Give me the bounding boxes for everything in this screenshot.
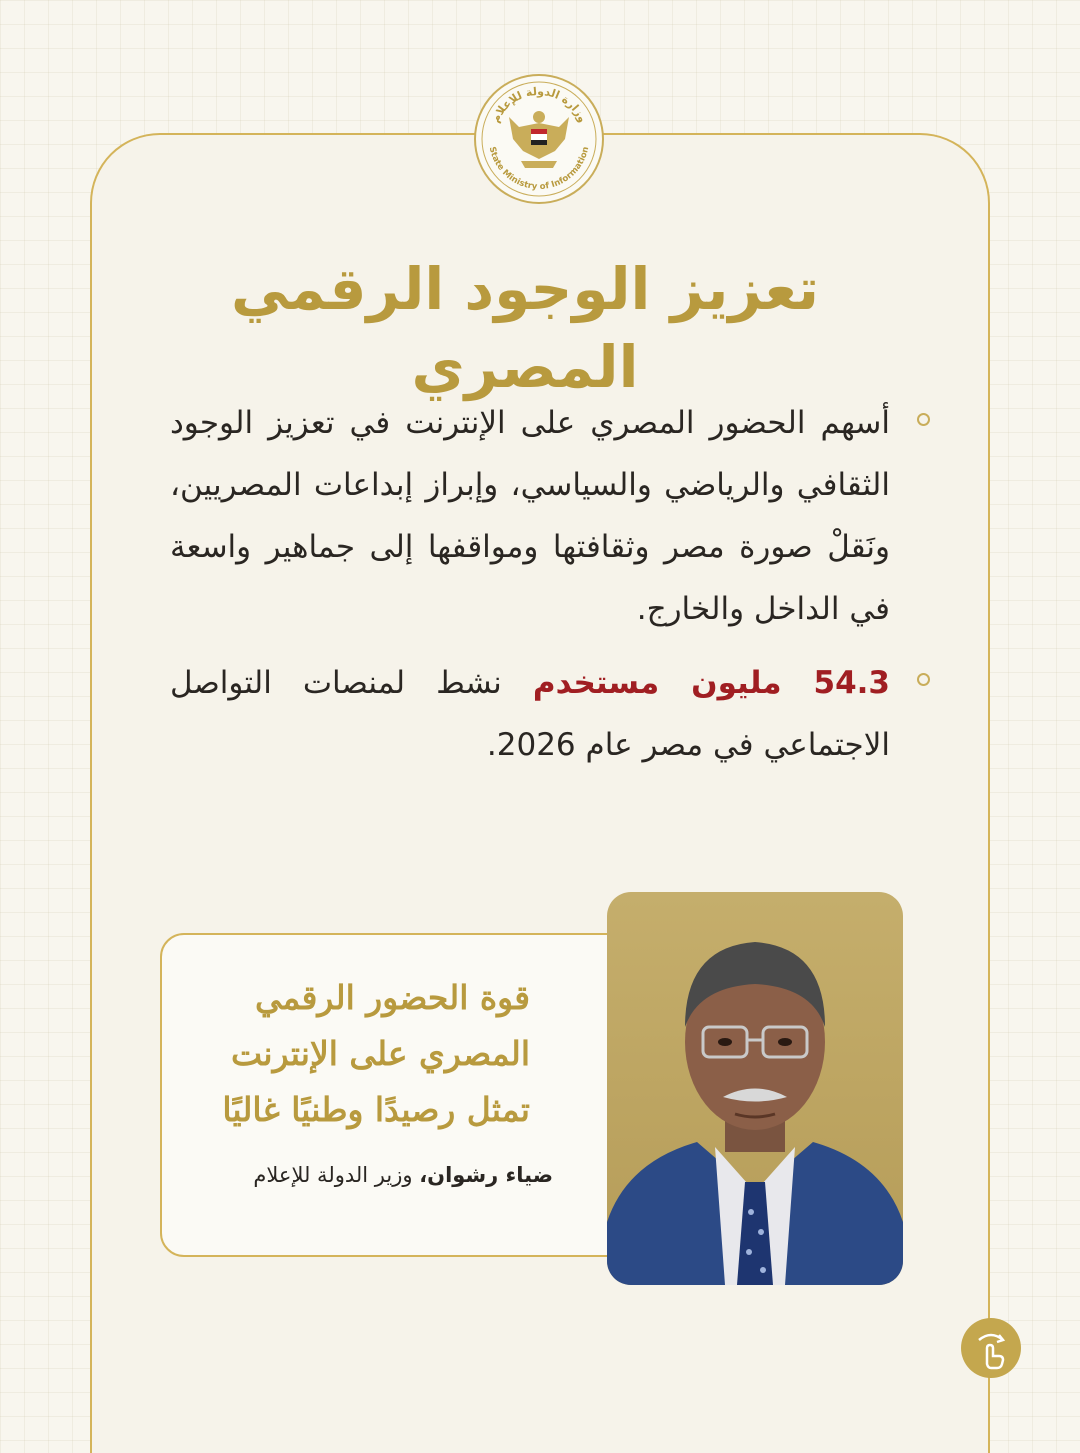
swipe-button[interactable] xyxy=(961,1318,1021,1378)
bullet-list xyxy=(170,392,890,788)
page-title: تعزيز الوجود الرقمي المصري xyxy=(230,255,820,402)
quote-attribution xyxy=(253,1163,553,1187)
quote-box xyxy=(160,933,660,1257)
bullet-text: أسهم الحضور المصري على الإنترنت في تعزيز الوجود الثقافي والرياضي والسياسي، وإبراز إبداعات المصريين، ونَقلْ صورة مصر وثقافتها ومواقفها إلى جماهير واسعة في الداخل والخارج. xyxy=(170,405,890,627)
quote-author-name: ضياء رشوان، xyxy=(419,1163,553,1187)
quote-text: قوة الحضور الرقمي المصري على الإنترنت تمثل رصيدًا وطنيًا غاليًا xyxy=(222,978,530,1129)
swipe-hand-icon xyxy=(961,1318,1021,1378)
bullet-circle-icon xyxy=(917,413,930,426)
bullet-circle-icon xyxy=(917,673,930,686)
speaker-portrait xyxy=(607,892,903,1285)
logo-arabic-text: وزارة الدولة للإعلام xyxy=(488,84,590,125)
bullet-item xyxy=(170,392,890,640)
logo-english-text: State Ministry of Information xyxy=(486,145,592,193)
quote-author-title: وزير الدولة للإعلام xyxy=(253,1163,420,1187)
bullet-highlight-stat: 54.3 مليون مستخدم xyxy=(532,665,891,701)
bullet-item xyxy=(170,652,890,776)
bullet-text: نشط لمنصات التواصل الاجتماعي في مصر عام 2026. xyxy=(170,665,890,763)
ministry-logo xyxy=(473,73,605,205)
speaker-portrait-icon xyxy=(607,892,903,1285)
